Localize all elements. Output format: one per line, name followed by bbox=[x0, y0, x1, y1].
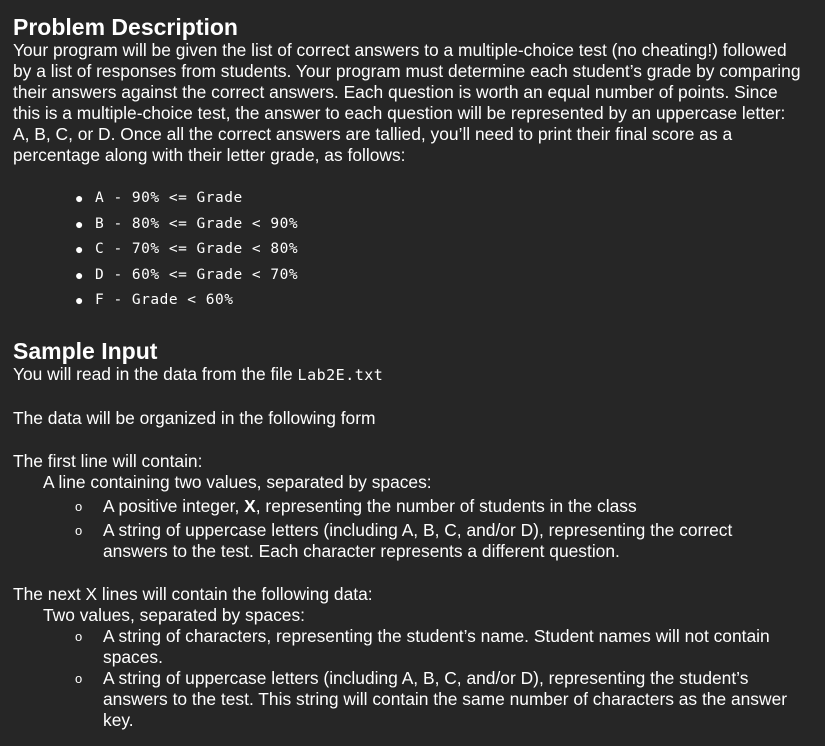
intro-text: You will read in the data from the file bbox=[13, 364, 298, 384]
list-item bbox=[75, 288, 298, 314]
problem-description-text: Your program will be given the list of correct answers to a multiple-choice test (no cheating!) followed by a list of responses from students. Your program must determine each student’s grade by comparing their answers against the correct answers. Each question is worth an equal number of points. Since this is a multiple-choice test, the answer to each question will be represented by an uppercase letter: A, B, C, or D. Once all the correct answers are tallied, you’ll need to print their final score as a percentage along with their letter grade, as follows: bbox=[13, 40, 801, 165]
first-line-list bbox=[75, 496, 795, 562]
list-item bbox=[75, 496, 795, 517]
item-text-suffix: , representing the number of students in the class bbox=[255, 496, 637, 516]
list-item-text: A string of uppercase letters (including A, B, C, and/or D), representing the student’s answers to the test. This string will contain the same number of characters as the answer key. bbox=[103, 668, 788, 730]
list-item-text: A string of uppercase letters (including A, B, C, and/or D), representing the correct answers to the test. Each character represents a different question. bbox=[103, 520, 733, 561]
first-line-heading: The first line will contain: bbox=[13, 451, 203, 471]
list-item bbox=[75, 668, 795, 731]
sample-input-intro bbox=[13, 364, 383, 386]
variable-x: X bbox=[244, 496, 256, 516]
list-item bbox=[75, 237, 298, 263]
list-item bbox=[75, 186, 298, 212]
circle-bullet-icon: o bbox=[75, 629, 83, 644]
circle-bullet-icon: o bbox=[75, 523, 83, 538]
grade-scale-list bbox=[75, 186, 298, 314]
organized-text: The data will be organized in the following form bbox=[13, 408, 376, 428]
list-item-text: A string of characters, representing the student’s name. Student names will not contain spaces. bbox=[103, 626, 770, 667]
grade-rule: C - 70% <= Grade < 80% bbox=[95, 241, 299, 258]
bullet-icon: ● bbox=[75, 292, 84, 309]
bullet-icon: ● bbox=[75, 266, 84, 283]
grade-rule: A - 90% <= Grade bbox=[95, 190, 243, 207]
problem-description-heading: Problem Description bbox=[13, 14, 238, 40]
first-line-subheading: A line containing two values, separated by spaces: bbox=[43, 472, 432, 492]
next-lines-list bbox=[75, 626, 795, 731]
item-text-prefix: A positive integer, bbox=[103, 496, 245, 516]
circle-bullet-icon: o bbox=[75, 499, 83, 514]
next-lines-heading: The next X lines will contain the following data: bbox=[13, 584, 373, 604]
grade-rule: B - 80% <= Grade < 90% bbox=[95, 215, 299, 232]
list-item bbox=[75, 263, 298, 289]
grade-rule: D - 60% <= Grade < 70% bbox=[95, 266, 299, 283]
grade-rule: F - Grade < 60% bbox=[95, 292, 234, 309]
sample-input-heading: Sample Input bbox=[13, 338, 158, 364]
list-item-text bbox=[103, 496, 637, 517]
list-item bbox=[75, 212, 298, 238]
bullet-icon: ● bbox=[75, 215, 84, 232]
list-item bbox=[75, 626, 795, 668]
filename-code: Lab2E.txt bbox=[297, 366, 384, 384]
bullet-icon: ● bbox=[75, 241, 84, 258]
circle-bullet-icon: o bbox=[75, 671, 83, 686]
list-item bbox=[75, 520, 795, 562]
bullet-icon: ● bbox=[75, 190, 84, 207]
next-lines-subheading: Two values, separated by spaces: bbox=[43, 605, 305, 625]
